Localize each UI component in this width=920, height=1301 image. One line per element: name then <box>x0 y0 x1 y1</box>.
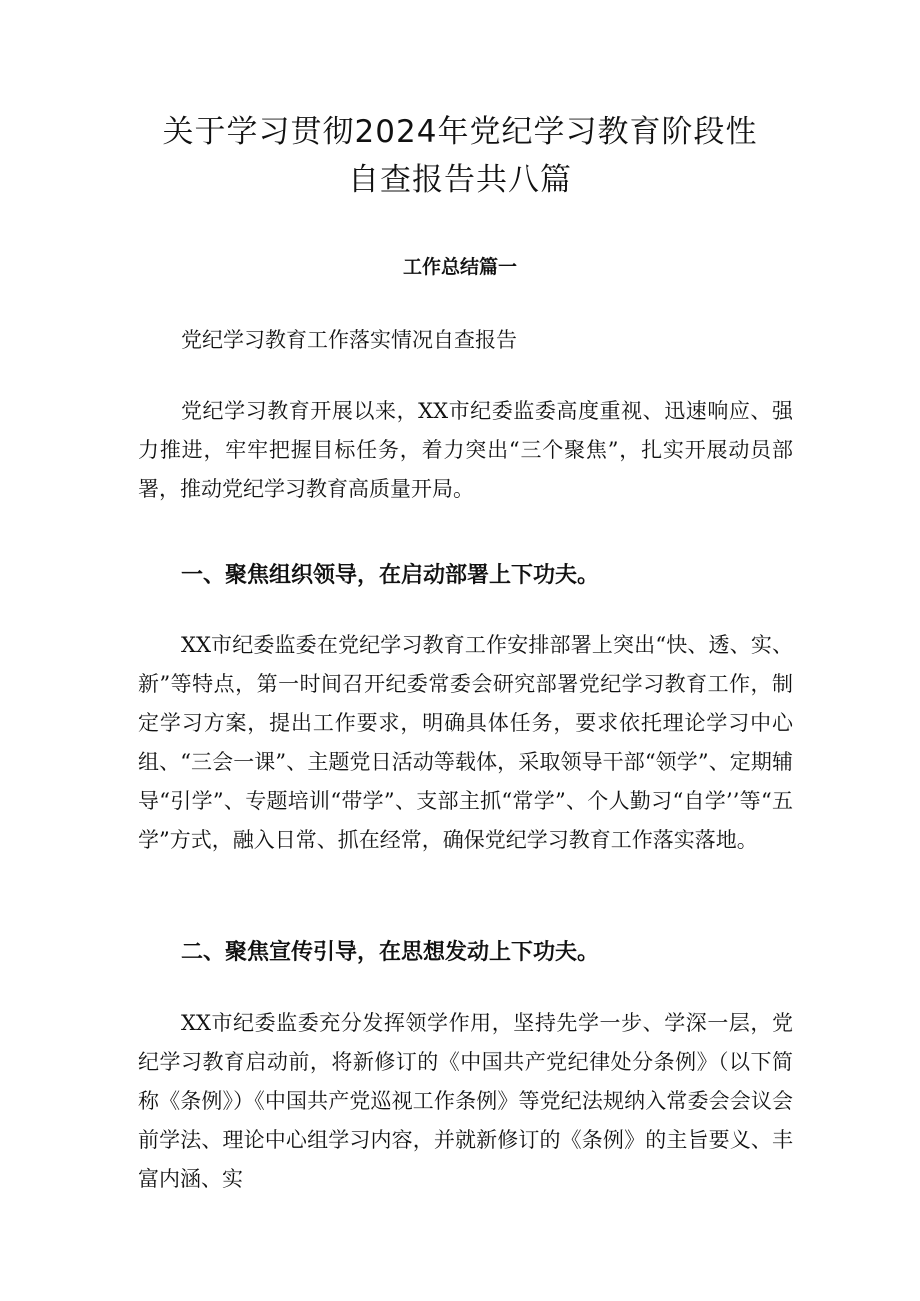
section-2-paragraph: XX市纪委监委充分发挥领学作用，坚持先学一步、学深一层，党纪学习教育启动前，将新修订的《中国共产党纪律处分条例》（以下简称《条例》）《中国共产党巡视工作条例》等党纪法规纳入常委会会议会前学法、理论中心组学习内容，并就新修订的《条例》的主旨要义、丰富内涵、实 <box>138 1011 793 1191</box>
section-2-heading: 二、聚焦宣传引导，在思想发动上下功夫。 <box>181 940 600 965</box>
document-title-line-1: 关于学习贯彻2024年党纪学习教育阶段性 <box>162 114 758 150</box>
chapter-title: 工作总结篇一 <box>402 256 517 278</box>
section-1-paragraph: XX市纪委监委在党纪学习教育工作安排部署上突出“快、透、实、新”等特点，第一时间召开纪委常委会研究部署党纪学习教育工作，制定学习方案，提出工作要求，明确具体任务，要求依托理论学习中心组、“三会一课”、主题党日活动等载体，采取领导干部“领学”、定期辅导“引学”、专题培训“带学”、支部主抓“常学”、个人勤习“自学’’等“五学”方式，融入日常、抓在经常，确保党纪学习教育工作落实落地。 <box>138 633 793 852</box>
section-1-heading: 一、聚焦组织领导，在启动部署上下功夫。 <box>181 563 600 588</box>
document-title-line-2: 自查报告共八篇 <box>348 162 572 198</box>
report-subtitle: 党纪学习教育工作落实情况自查报告 <box>181 328 517 352</box>
intro-paragraph: 党纪学习教育开展以来，XX市纪委监委高度重视、迅速响应、强力推进，牢牢把握目标任务，着力突出“三个聚焦”，扎实开展动员部署，推动党纪学习教育高质量开局。 <box>138 399 793 501</box>
